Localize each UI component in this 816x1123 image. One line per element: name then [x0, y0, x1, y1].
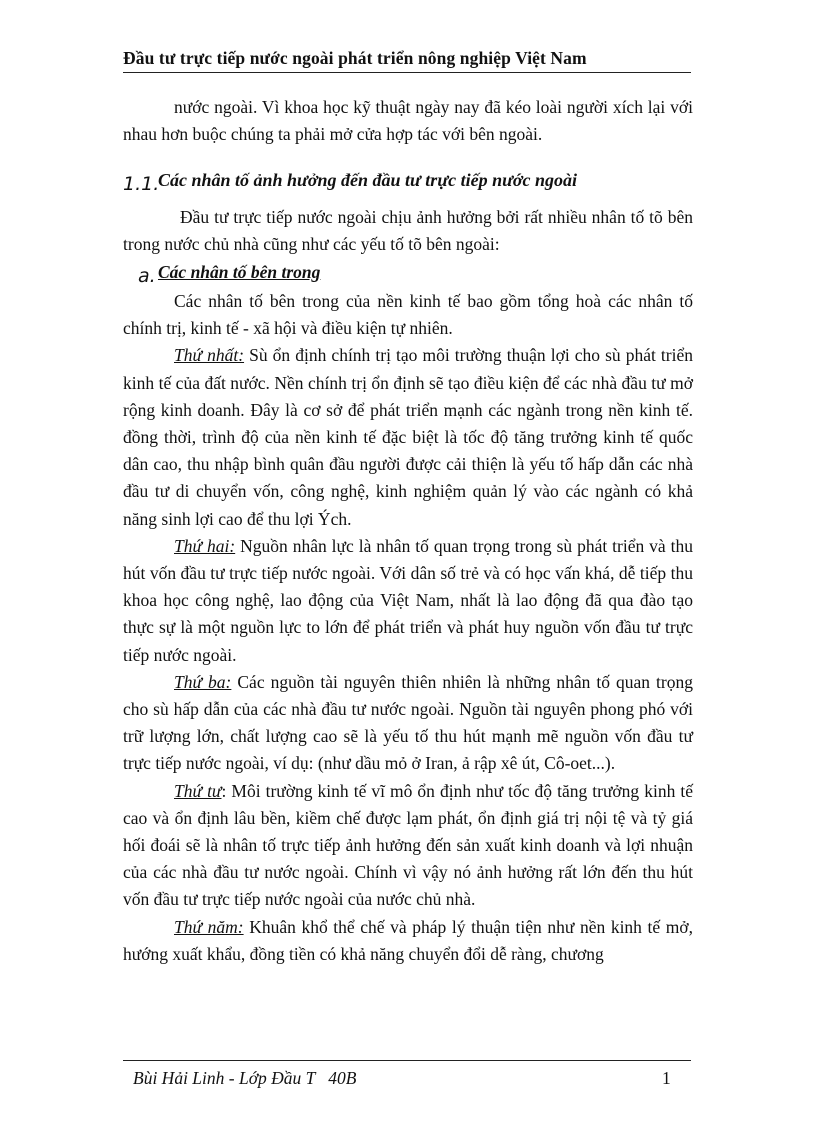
- body-paragraphs: [123, 288, 693, 968]
- subsection-letter: a.: [138, 265, 156, 287]
- section-number: 1.1.: [123, 173, 160, 195]
- factor-text-2: Nguồn nhân lực là nhân tố quan trọng trong sù phát triển và thu hút vốn đầu tư trực tiếp nước ngoài. Với dân số trẻ và có học vấn khá, dễ tiếp thu khoa học công nghệ, lao động của Việt Nam, nhất là lao động đã qua đào tạo thực sự là một nguồn lực to lớn để phát triển và phát huy nguồn vốn đầu tư trực tiếp nước ngoài.: [123, 535, 693, 665]
- factor-lead-5: Thứ năm:: [174, 916, 244, 937]
- factor-paragraph-5: [123, 914, 693, 968]
- intro-paragraph: [123, 94, 693, 148]
- factor-paragraph-3: [123, 669, 693, 778]
- factor-lead-4: Thứ tư: [174, 780, 222, 801]
- footer-rule: [123, 1060, 691, 1061]
- factor-text-4: : Môi trường kinh tế vĩ mô ổn định như tốc độ tăng trưởng kinh tế cao và ổn định lâu bền, kiềm chế được lạm phát, ổn định giá trị nội tệ và tỷ giá hối đoái sẽ là nhân tố trực tiếp ảnh hưởng đến sản xuất kinh doanh và lợi nhuận của các nhà đầu tư nước ngoài. Chính vì vậy nó ảnh hưởng rất lớn đến thu hút vốn đầu tư trực tiếp nước ngoài của nước chủ nhà.: [123, 780, 693, 910]
- factor-paragraph-2: [123, 533, 693, 669]
- page-number: 1: [662, 1068, 671, 1088]
- factor-text-1: Sù ổn định chính trị tạo môi trường thuận lợi cho sù phát triển kinh tế của đất nước. Nền chính trị ổn định sẽ tạo điều kiện để các nhà đầu tư mở rộng kinh doanh. Đây là cơ sở để phát triển mạnh các ngành trong nền kinh tế. đồng thời, trình độ của nền kinh tế đặc biệt là tốc độ tăng trưởng kinh tế quốc dân cao, thu nhập bình quân đầu người được cải thiện là yếu tố hấp dẫn các nhà đầu tư di chuyển vốn, công nghệ, kinh nghiệm quản lý vào các ngành có khả năng sinh lợi cao để thu lợi Ých.: [123, 345, 693, 529]
- section-intro-text: Đầu tư trực tiếp nước ngoài chịu ảnh hưởng bởi rất nhiều nhân tố tõ bên trong nước chủ nhà cũng như các yếu tố tõ bên ngoài:: [123, 207, 693, 255]
- factor-lead-2: Thứ hai:: [174, 535, 236, 556]
- header-rule: [123, 72, 691, 73]
- page-header-title: Đầu tư trực tiếp nước ngoài phát triển nông nghiệp Việt Nam: [123, 48, 587, 68]
- subsection-title: Các nhân tố bên trong: [158, 262, 321, 282]
- factor-paragraph-4: [123, 778, 693, 914]
- intro-text: nước ngoài. Vì khoa học kỹ thuật ngày nay đã kéo loài người xích lại với nhau hơn buộc chúng ta phải mở cửa hợp tác với bên ngoài.: [123, 97, 693, 145]
- footer-author: Bùi Hải Linh - Lớp Đầu T 40B: [133, 1068, 357, 1088]
- factor-lead-1: Thứ nhất:: [174, 345, 245, 366]
- subsection-intro-text: Các nhân tố bên trong của nền kinh tế bao gồm tổng hoà các nhân tố chính trị, kinh tế - xã hội và điều kiện tự nhiên.: [123, 291, 693, 339]
- factor-lead-3: Thứ ba:: [174, 671, 232, 692]
- section-title: Các nhân tố ảnh hưởng đến đầu tư trực tiếp nước ngoài: [158, 170, 578, 190]
- factor-text-3: Các nguồn tài nguyên thiên nhiên là những nhân tố quan trọng cho sù hấp dẫn của các nhà đầu tư nước ngoài. Nguồn tài nguyên phong phó với trữ lượng lớn, chất lượng cao sẽ là yếu tố thu hút mạnh mẽ nguồn vốn đầu tư trực tiếp nước ngoài, ví dụ: (như dầu mỏ ở Iran, ả rập xê út, Cô-oet...).: [123, 671, 693, 774]
- section-intro-paragraph: [123, 204, 693, 258]
- factor-text-5: Khuân khổ thể chế và pháp lý thuận tiện như nền kinh tế mở, hướng xuất khẩu, đồng tiền có khả năng chuyển đổi dễ ràng, chương: [123, 916, 693, 964]
- factor-paragraph-1: [123, 342, 693, 532]
